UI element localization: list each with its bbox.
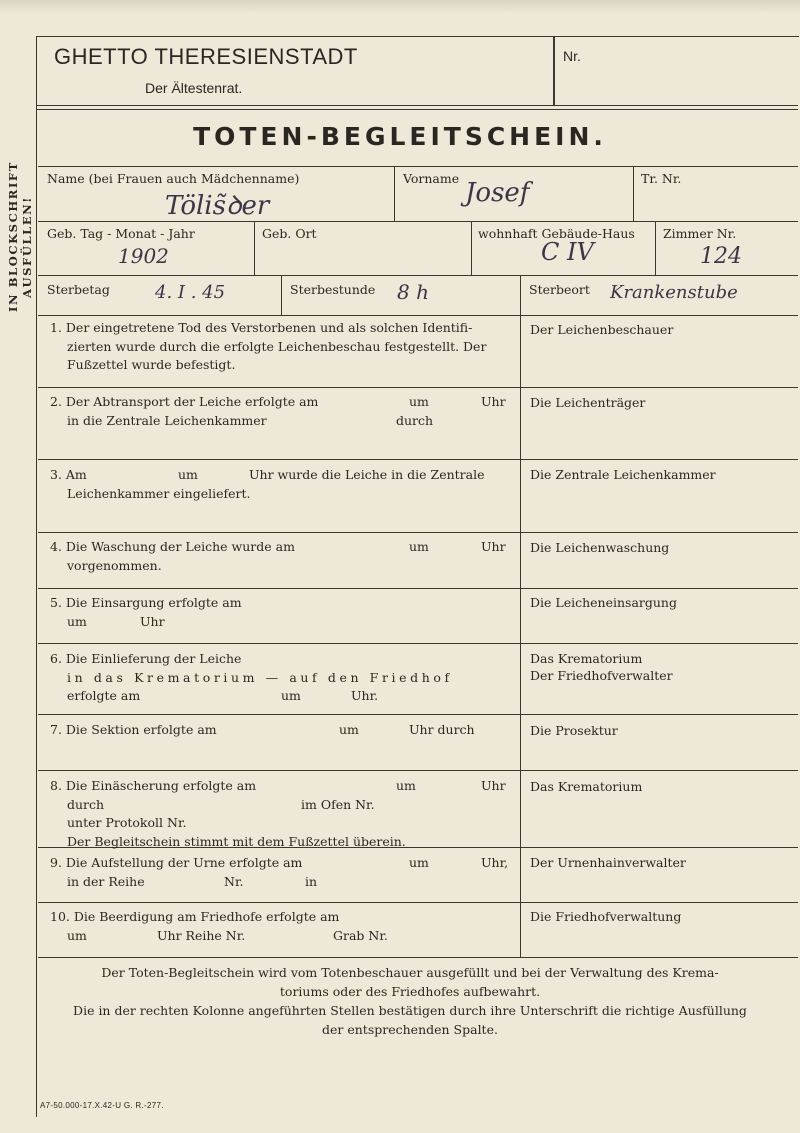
- vorname-label: Vorname: [403, 171, 460, 186]
- item-2: [50, 393, 512, 430]
- sterbetag-value: 4. I . 45: [155, 282, 226, 303]
- item-text: Grab Nr.: [333, 927, 388, 943]
- item-3: [50, 466, 512, 503]
- header-divider: [553, 36, 555, 106]
- item-text: durch: [67, 796, 105, 812]
- item-text: in die Zentrale Leichenkammer: [67, 412, 267, 428]
- grid-line: [38, 588, 798, 589]
- item-text: Uhr: [481, 778, 506, 793]
- header-rule-2: [36, 109, 798, 110]
- sterbestunde-label: Sterbestunde: [290, 282, 376, 297]
- item-text: Fußzettel wurde befestigt.: [67, 357, 236, 372]
- item-7-right: Die Prosektur: [530, 723, 618, 738]
- item-text: im Ofen Nr.: [301, 796, 375, 812]
- item-text: 9. Die Aufstellung der Urne erfolgte am: [50, 855, 303, 870]
- item-9-right: Der Urnenhainverwalter: [530, 855, 686, 870]
- side-instruction: [4, 140, 38, 330]
- item-text: zierten wurde durch die erfolgte Leichenbeschau festgestellt. Der: [67, 338, 487, 354]
- footer-line: Die in der rechten Kolonne angeführten Stellen bestätigen durch ihre Unterschrift die richtige Ausfüllung: [73, 1003, 747, 1018]
- grid-line: [38, 315, 798, 316]
- grid-line: [38, 957, 798, 958]
- sterbetag-label: Sterbetag: [47, 282, 110, 297]
- item-2-right: Die Leichenträger: [530, 395, 646, 410]
- header-nr-label: Nr.: [563, 48, 581, 64]
- grid-line: [38, 770, 798, 771]
- item-text: Uhr.: [351, 688, 379, 703]
- grid-line: [394, 166, 395, 221]
- item-text: um: [339, 722, 359, 737]
- grid-line: [281, 275, 282, 315]
- item-text: Nr.: [224, 873, 244, 889]
- item-9: [50, 854, 512, 891]
- zimmer-label: Zimmer Nr.: [663, 226, 737, 241]
- grid-line: [254, 221, 255, 275]
- grid-line: [38, 902, 798, 903]
- item-text: vorgenommen.: [67, 557, 162, 573]
- item-1: [50, 319, 512, 375]
- wohnhaft-value: C IV: [541, 238, 594, 266]
- grid-line: [38, 643, 798, 644]
- item-text: Uhr,: [481, 855, 509, 870]
- paper-edge: [0, 0, 800, 14]
- item-text: 8. Die Einäscherung erfolgte am: [50, 778, 257, 793]
- footer-line: toriums oder des Friedhofes aufbewahrt.: [279, 984, 541, 999]
- item-text: Uhr wurde die Leiche in die Zentrale: [249, 467, 485, 482]
- item-6: [50, 650, 512, 706]
- sterbeort-value: Krankenstube: [610, 282, 738, 303]
- item-text: 6. Die Einlieferung der Leiche: [50, 651, 242, 666]
- item-text: um: [396, 778, 416, 793]
- grid-line: [38, 166, 798, 167]
- grid-line: [38, 387, 798, 388]
- item-text: Uhr: [481, 539, 506, 554]
- item-4: [50, 538, 512, 575]
- item-text: in das Krematorium — auf den Friedhof: [67, 669, 453, 685]
- item-text: um: [409, 539, 429, 554]
- header-subtitle: Der Ältestenrat.: [145, 80, 243, 96]
- item-text: um: [67, 613, 87, 629]
- footer-note: [60, 963, 760, 1039]
- item-5: [50, 594, 512, 631]
- form-frame: [36, 36, 799, 1117]
- trnr-label: Tr. Nr.: [641, 171, 682, 186]
- wohnhaft-label: wohnhaft Gebäude-Haus: [478, 226, 635, 241]
- sterbeort-label: Sterbeort: [529, 282, 590, 297]
- geb-ort-label: Geb. Ort: [262, 226, 317, 241]
- grid-line: [38, 714, 798, 715]
- item-text: 10. Die Beerdigung am Friedhofe erfolgte am: [50, 909, 340, 924]
- item-text: in der Reihe: [67, 873, 145, 889]
- sterbestunde-value: 8 h: [397, 280, 429, 304]
- side-line-2: AUSFÜLLEN!: [20, 196, 34, 298]
- item-text: 5. Die Einsargung erfolgte am: [50, 595, 242, 610]
- item-6-right-1: Das Krematorium: [530, 651, 643, 666]
- item-1-right: Der Leichenbeschauer: [530, 322, 674, 337]
- item-8: [50, 777, 512, 851]
- header-rule: [36, 105, 798, 106]
- item-10: [50, 908, 512, 945]
- item-text: durch: [396, 412, 434, 428]
- print-code: A7-50.000-17.X.42-U G. R.-277.: [40, 1101, 164, 1110]
- item-text: um: [281, 688, 301, 703]
- grid-line: [38, 221, 798, 222]
- item-text: 7. Die Sektion erfolgte am: [50, 722, 217, 737]
- item-text: um: [409, 855, 429, 870]
- grid-line: [471, 221, 472, 275]
- footer-line: Der Toten-Begleitschein wird vom Totenbeschauer ausgefüllt und bei der Verwaltung des Krema-: [101, 965, 719, 980]
- item-text: um: [409, 394, 429, 409]
- item-text: Uhr durch: [409, 722, 475, 737]
- zimmer-value: 124: [700, 244, 742, 269]
- item-5-right: Die Leicheneinsargung: [530, 595, 677, 610]
- item-text: Der Begleitschein stimmt mit dem Fußzettel überein.: [67, 833, 406, 849]
- item-text: 4. Die Waschung der Leiche wurde am: [50, 539, 295, 554]
- grid-line: [633, 166, 634, 221]
- item-text: erfolgte am: [67, 688, 141, 703]
- grid-line: [38, 459, 798, 460]
- item-text: Uhr Reihe Nr.: [157, 927, 246, 943]
- item-6-right-2: Der Friedhofverwalter: [530, 668, 673, 683]
- document-title: TOTEN-BEGLEITSCHEIN.: [193, 122, 607, 151]
- item-3-right: Die Zentrale Leichenkammer: [530, 467, 716, 482]
- grid-line: [38, 532, 798, 533]
- item-10-right: Die Friedhofverwaltung: [530, 909, 682, 924]
- item-text: um: [178, 467, 198, 482]
- footer-line: der entsprechenden Spalte.: [322, 1022, 498, 1037]
- grid-line: [655, 221, 656, 275]
- side-line-1: IN BLOCKSCHRIFT: [6, 161, 20, 312]
- item-text: in: [305, 873, 318, 889]
- item-text: um: [67, 927, 87, 943]
- name-label: Name (bei Frauen auch Mädchenname): [47, 171, 300, 186]
- item-text: Uhr: [481, 394, 506, 409]
- item-text: Uhr: [140, 613, 165, 629]
- vorname-value: Josef: [465, 178, 530, 208]
- item-text: unter Protokoll Nr.: [67, 815, 187, 830]
- item-4-right: Die Leichenwaschung: [530, 540, 670, 555]
- item-7: [50, 721, 512, 740]
- item-text: 3. Am: [50, 467, 87, 482]
- header-title: GHETTO THERESIENSTADT: [54, 44, 358, 69]
- grid-line: [520, 275, 521, 958]
- geb-tag-label: Geb. Tag - Monat - Jahr: [47, 226, 195, 241]
- item-text: Leichenkammer eingeliefert.: [67, 485, 251, 501]
- grid-line: [38, 275, 798, 276]
- item-8-right: Das Krematorium: [530, 779, 643, 794]
- geb-tag-value: 1902: [118, 244, 169, 268]
- item-text: 2. Der Abtransport der Leiche erfolgte am: [50, 394, 319, 409]
- item-text: 1. Der eingetretene Tod des Verstorbenen und als solchen Identifi-: [50, 320, 473, 335]
- name-value: Tölis̃ꝺer: [165, 191, 270, 221]
